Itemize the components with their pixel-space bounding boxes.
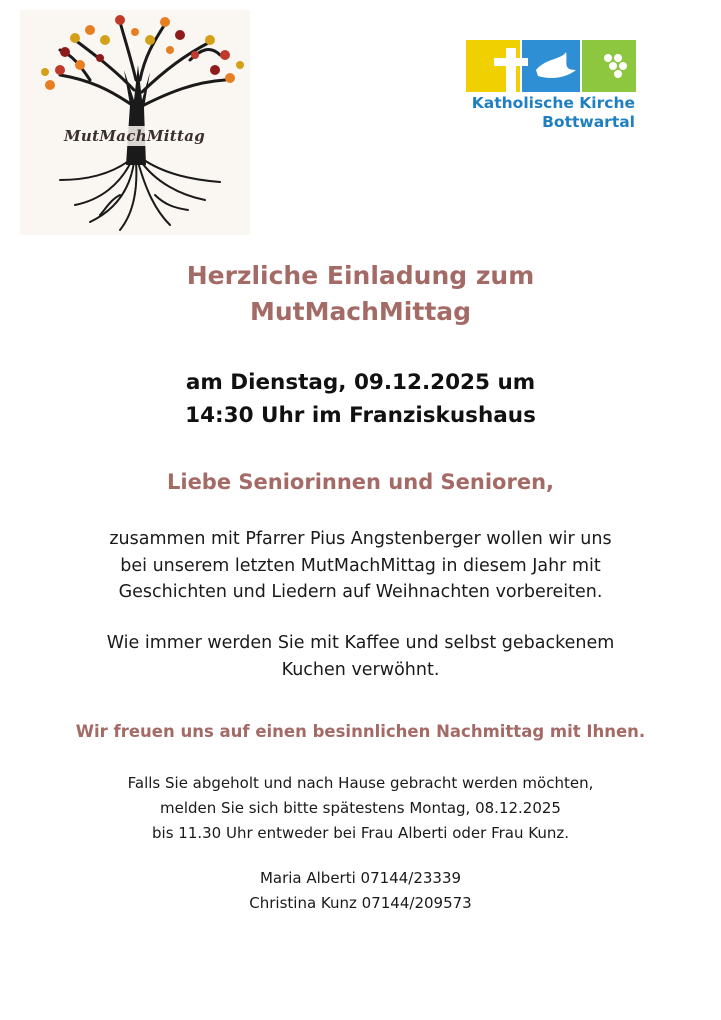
event-date-place bbox=[0, 366, 721, 432]
paragraph-line: Kuchen verwöhnt. bbox=[281, 659, 440, 680]
title-line-2: MutMachMittag bbox=[249, 297, 472, 326]
tree-icon bbox=[20, 10, 250, 235]
invitation-title bbox=[0, 258, 721, 330]
title-line-1: Herzliche Einladung zum bbox=[186, 261, 535, 290]
note-line: melden Sie sich bitte spätestens Montag, 08.12.2025 bbox=[160, 799, 561, 817]
body-paragraph-2 bbox=[0, 630, 721, 683]
note-line: Falls Sie abgeholt und nach Hause gebracht werden möchten, bbox=[127, 774, 594, 792]
date-line: am Dienstag, 09.12.2025 um bbox=[185, 370, 536, 395]
body-paragraph-1 bbox=[0, 526, 721, 606]
paragraph-line: zusammen mit Pfarrer Pius Angstenberger wollen wir uns bbox=[109, 529, 612, 549]
mutmachmittag-logo bbox=[20, 10, 250, 235]
note-line: bis 11.30 Uhr entweder bei Frau Alberti oder Frau Kunz. bbox=[152, 824, 569, 842]
tree-logo-text: MutMachMittag bbox=[64, 127, 206, 145]
paragraph-line: Wie immer werden Sie mit Kaffee und selbst gebackenem bbox=[106, 633, 615, 653]
time-place-line: 14:30 Uhr im Franziskushaus bbox=[185, 403, 536, 428]
paragraph-line: Geschichten und Liedern auf Weihnachten vorbereiten. bbox=[118, 582, 603, 602]
church-name-line2: Bottwartal bbox=[542, 113, 635, 131]
pickup-note bbox=[0, 771, 721, 846]
church-name-line1: Katholische Kirche bbox=[471, 94, 635, 112]
contact-christina-kunz: Christina Kunz 07144/209573 bbox=[249, 894, 472, 912]
paragraph-line: bei unserem letzten MutMachMittag in diesem Jahr mit bbox=[120, 555, 601, 576]
church-logo bbox=[463, 40, 638, 140]
church-logo-mark bbox=[466, 40, 636, 92]
greeting: Liebe Seniorinnen und Senioren, bbox=[166, 470, 555, 494]
closing-line: Wir freuen uns auf einen besinnlichen Nachmittag mit Ihnen. bbox=[75, 722, 646, 741]
contact-list bbox=[0, 866, 721, 916]
contact-maria-alberti: Maria Alberti 07144/23339 bbox=[259, 869, 462, 887]
